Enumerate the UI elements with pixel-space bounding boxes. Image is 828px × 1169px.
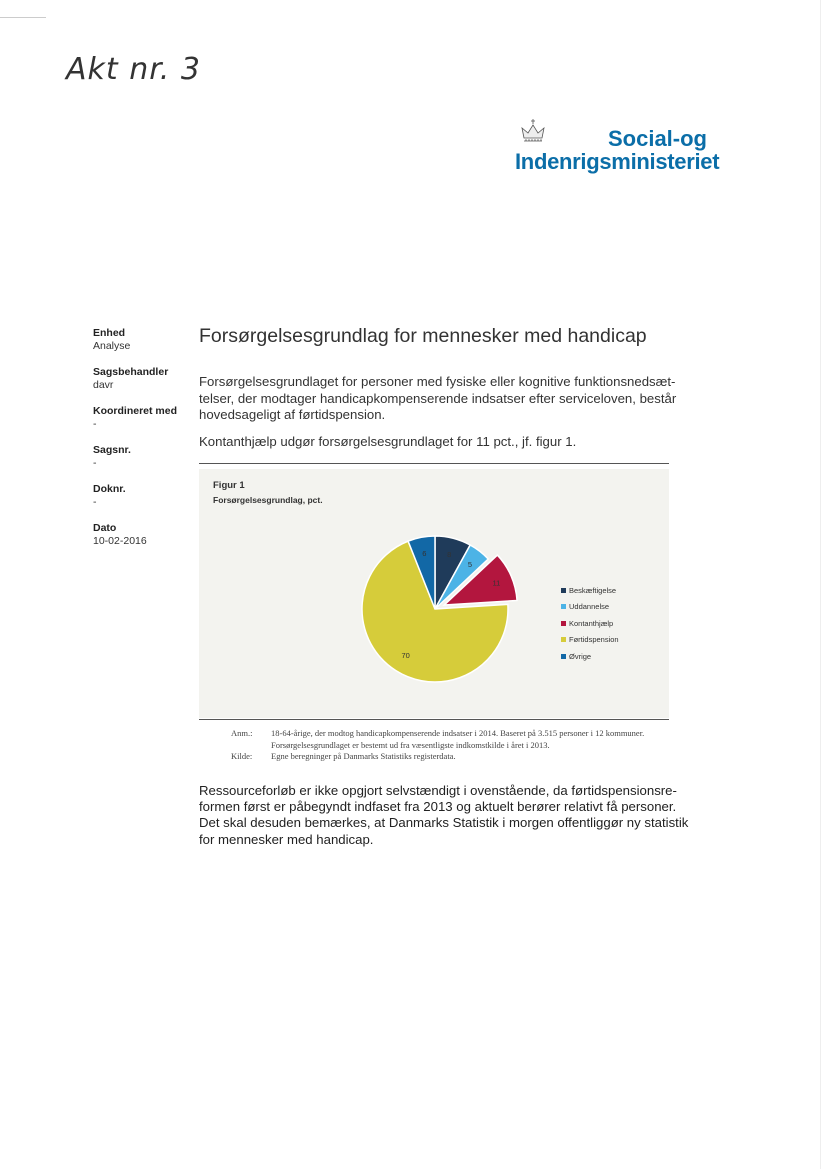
scan-edge-line <box>820 0 821 1169</box>
legend-item <box>561 648 619 665</box>
legend-item <box>561 582 619 599</box>
note-text: Egne beregninger på Danmarks Statistiks registerdata. <box>271 751 456 761</box>
meta-value: davr <box>93 379 114 391</box>
legend-item <box>561 599 619 616</box>
legend-item <box>561 615 619 632</box>
legend-swatch <box>561 588 566 593</box>
meta-value: Analyse <box>93 340 131 352</box>
paragraph: Forsørgelsesgrundlaget for personer med fysiske eller kognitive funktionsnedsæt-telser, der modtager handicapkompenserende indsatser efter serviceloven, består hovedsageligt af førtidspension. <box>199 374 677 422</box>
meta-label: Dato <box>93 522 117 534</box>
figure-title: Forsørgelsesgrundlag, pct. <box>213 495 323 505</box>
figure-notes <box>231 728 671 763</box>
pie-data-label: 8 <box>447 549 452 559</box>
meta-label: Koordineret med <box>93 405 178 417</box>
note-row <box>231 728 671 751</box>
legend-swatch <box>561 621 566 626</box>
paragraph: Ressourceforløb er ikke opgjort selvstændigt i ovenstående, da førtidspensionsre-formen først er påbegyndt indfaset fra 2013 og aktuelt berører relativt få personer. Det skal desuden bemærkes, at Danmarks Statistik i morgen offentliggør ny statistik for mennesker med handicap. <box>199 783 689 847</box>
logo-line1: Social-og <box>607 126 707 151</box>
meta-item <box>93 522 193 547</box>
legend-swatch <box>561 637 566 642</box>
meta-label: Doknr. <box>93 483 126 495</box>
legend-label: Uddannelse <box>569 602 610 612</box>
legend-item <box>561 632 619 649</box>
ministry-logo <box>515 118 720 178</box>
legend-swatch <box>561 654 566 659</box>
figure-bottom-rule <box>199 719 669 720</box>
pie-data-label: 6 <box>422 549 427 559</box>
meta-item <box>93 366 193 391</box>
meta-item <box>93 444 193 469</box>
legend-swatch <box>561 604 566 609</box>
legend-label: Førtidspension <box>569 635 619 645</box>
note-key: Kilde: <box>231 751 253 761</box>
meta-value: - <box>93 457 97 469</box>
figure-box <box>199 469 669 718</box>
meta-value: - <box>93 496 97 508</box>
legend-label: Kontanthjælp <box>569 618 614 628</box>
paragraph: Kontanthjælp udgør forsørgelsesgrundlaget for 11 pct., jf. figur 1. <box>199 434 577 449</box>
legend-label: Øvrige <box>569 651 592 661</box>
meta-item <box>93 483 193 508</box>
handwritten-note: Akt nr. 3 <box>66 52 201 87</box>
figure-label: Figur 1 <box>213 480 245 491</box>
meta-label: Enhed <box>93 327 126 339</box>
pie-data-label: 70 <box>401 651 410 661</box>
note-text: 18-64-årige, der modtog handicapkompenserende indsatser i 2014. Baseret på 3.515 personer i 12 kommuner. Forsørgelsesgrundlaget er bestemt ud fra væsentligste indkomstkilde i året i 2013. <box>271 728 645 750</box>
meta-item <box>93 405 193 430</box>
document-title: Forsørgelsesgrundlag for mennesker med handicap <box>199 325 647 347</box>
chart-legend <box>561 582 619 665</box>
note-row <box>231 751 671 763</box>
meta-label: Sagsbehandler <box>93 366 169 378</box>
pie-data-label: 11 <box>492 578 501 588</box>
crown-icon <box>518 118 548 148</box>
meta-value: - <box>93 418 97 430</box>
scan-edge-line <box>0 17 46 18</box>
figure-top-rule <box>199 463 669 464</box>
legend-label: Beskæftigelse <box>569 585 617 595</box>
meta-item <box>93 327 193 352</box>
meta-label: Sagsnr. <box>93 444 131 456</box>
metadata-column <box>93 327 193 561</box>
note-key: Anm.: <box>231 728 253 738</box>
pie-data-label: 5 <box>467 560 472 570</box>
logo-line2: Indenrigsministeriet <box>515 149 720 174</box>
meta-value: 10-02-2016 <box>93 535 147 547</box>
